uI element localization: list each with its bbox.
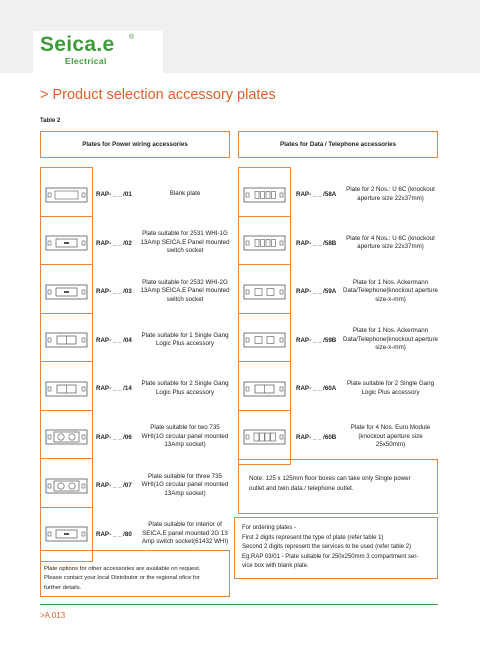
plate-description: Plate for 4 Nos.: U 6C (knockout aperture size 22x37mm) [346,234,435,250]
plate-description: Plate for 1 Nos. Ackermann Data/Telephone(knockout aperture size-x-mm) [343,327,438,352]
plate-row [238,361,438,416]
brand-logo [33,31,163,73]
ordering-line: Eg.RAP 03/01 - Plate suitable for 250x250mm 3 compartment ser- [242,553,419,560]
right-column-header: Plates for Data / Telephone accessories [238,131,438,158]
plate-description: Plate suitable for three 735 WHI(1G circular panel mounted 13Amp socket) [141,472,229,497]
trademark-symbol: ® [129,34,135,41]
plate-code: RAP- _ _ /07 [96,482,132,489]
euro-module-plate-icon [238,410,291,465]
brand-tagline: Electrical [65,56,107,66]
plate-description: Plate suitable for 2 Single Gang Logic Plus accessory [346,380,435,396]
ordering-line: First 2 digits represent the type of plate (refer table 1) [242,534,384,541]
brand-name: Seica.e [40,33,115,56]
footer-divider [40,604,438,605]
logic-plus-plate-icon [40,313,93,368]
circular-panel-plate-icon [40,458,93,513]
options-line: further details. [44,584,82,591]
floor-box-note [238,459,438,514]
switch-socket-plate-icon [40,264,93,319]
blank-plate-icon [40,167,93,222]
plate-row [40,313,230,368]
plate-description: Plate for 1 Nos. Ackermann Data/Telephone(knockout aperture size-x-mm) [343,278,438,303]
switch-socket-plate-icon [40,216,93,271]
data-outlet-plate-icon [238,167,291,222]
plate-description: Plate suitable for 2531 WHI-1G 13Amp SEICA.E Panel mounted switch socket [140,230,230,255]
options-note [40,550,230,597]
plate-row [238,167,438,222]
plate-row [40,167,230,222]
plate-row [40,216,230,271]
plate-code: RAP- _ _ /01 [96,191,132,198]
plate-row [238,216,438,271]
plate-row [40,361,230,416]
plate-code: RAP- _ _ /58B [296,239,337,247]
plate-code: RAP- _ _ /04 [96,336,132,344]
plate-description: Plate for 4 Nos. Euro Module (knockout aperture size 25x50mm) [350,424,431,449]
plate-description: Plate suitable for interior of SEICA.E panel mounted 2G 13 Amp switch socket(61432 WHI) [141,521,229,546]
plate-description: Plate suitable for two 735 WHI(1G circular panel mounted 13Amp socket) [141,424,229,449]
data-outlet-plate-icon [238,216,291,271]
logic-plus-plate-icon [238,361,291,416]
page-title: > Product selection accessory plates [40,87,276,103]
plate-description: Plate for 2 Nos.: U 6C (knockout aperture size 22x37mm) [346,186,435,202]
table-label: Table 2 [40,118,61,124]
logic-plus-plate-icon [40,361,93,416]
plate-code: RAP- _ _ /03 [96,288,132,295]
ackermann-plate-icon [238,264,291,319]
plate-code: RAP- _ _ /59A [296,288,337,295]
options-line: Plate options for other accessories are available on request. [44,566,201,572]
header-band [0,0,480,73]
plate-code: RAP- _ _ /60B [296,433,337,441]
plate-description: Blank plate [169,190,201,198]
ordering-line: Second 2 digits represent the services to be used (refer table 2) [242,544,412,551]
page-number: >A 013 [40,611,66,620]
plate-code: RAP- _ _ /06 [96,433,132,441]
plate-row [238,264,438,319]
plate-row [40,458,230,513]
left-column-header: Plates for Power wiring accessories [40,131,230,158]
options-line: Please contact your local Distributor or the regional ofice for [44,575,200,582]
ordering-info [234,517,438,579]
plate-row [238,410,438,465]
ackermann-plate-icon [238,313,291,368]
plate-code: RAP- _ _ /02 [96,239,132,247]
plate-description: Plate suitable for 2 Single Gang Logic Plus accessory [141,380,229,396]
plate-description: Plate suitable for 2532 WHI-2G 13Amp SEICA.E Panel mounted switch socket [140,278,230,303]
ordering-line: vice box with blank plate. [242,563,309,570]
plate-row [40,410,230,465]
plate-code: RAP- _ _ /58A [296,191,337,198]
plate-code: RAP- _ _ /80 [96,530,132,538]
ordering-line: For ordering plates - [242,525,297,531]
plate-row [40,264,230,319]
plate-code: RAP- _ _ /14 [96,385,132,392]
plate-description: Plate suitable for 1 Single Gang Logic Plus accessory [141,331,229,347]
plate-code: RAP- _ _ /59B [296,336,337,344]
note-line: outlet and twin data / telephone outlet. [249,484,354,492]
note-line: Note: 125 x 125mm floor boxes can take only Single power [249,475,411,482]
plate-row [238,313,438,368]
circular-panel-plate-icon [40,410,93,465]
plate-code: RAP- _ _ /60A [296,385,337,392]
